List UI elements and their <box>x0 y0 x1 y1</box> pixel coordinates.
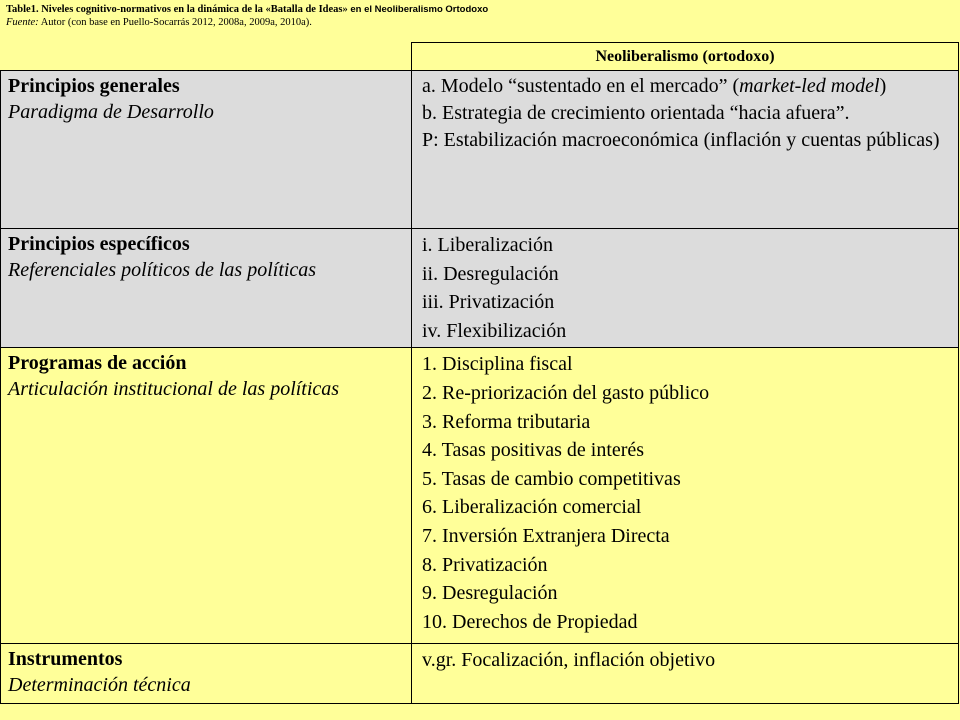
row-title: Principios específicos <box>8 233 190 255</box>
list-item: iv. Flexibilización <box>422 319 567 342</box>
table-row <box>1 644 959 704</box>
list-item: 7. Inversión Extranjera Directa <box>422 524 670 547</box>
caption-source <box>6 16 946 29</box>
list-item: 9. Desregulación <box>422 582 558 605</box>
list-item: 10. Derechos de Propiedad <box>422 610 638 633</box>
row-label-cell <box>1 71 412 229</box>
row-subtitle: Referenciales políticos de las políticas <box>8 259 317 281</box>
table-row <box>1 348 959 644</box>
list-item: P: Estabilización macroeconómica (inflación y cuentas públicas) <box>422 129 940 151</box>
caption-title-suffix: en el Neoliberalismo Ortodoxo <box>350 4 489 15</box>
caption-source-text: Autor (con base en Puello-Socarrás 2012, 2008a, 2009a, 2010a). <box>40 17 312 28</box>
table-row <box>1 71 959 229</box>
list-item: iii. Privatización <box>422 291 555 314</box>
list-item: 5. Tasas de cambio competitivas <box>422 467 681 490</box>
table-header-row <box>1 43 959 71</box>
list-item: i. Liberalización <box>422 234 554 256</box>
list-item: 4. Tasas positivas de interés <box>422 439 645 462</box>
table-header-empty-cell <box>1 43 412 71</box>
caption-title-main: Table1. Niveles cognitivo-normativos en la dinámica de la «Batalla de Ideas» <box>6 4 348 15</box>
row-label-cell <box>1 348 412 644</box>
list-item: 2. Re-priorización del gasto público <box>422 381 710 404</box>
row-content-cell <box>412 229 959 348</box>
row-title: Instrumentos <box>8 648 123 671</box>
row-subtitle: Determinación técnica <box>8 674 191 697</box>
list-item-italic: market-led model <box>739 75 880 97</box>
list-item: 8. Privatización <box>422 553 548 576</box>
caption-source-label: Fuente: <box>6 17 39 28</box>
column-header: Neoliberalismo (ortodoxo) <box>412 43 959 71</box>
caption-title <box>6 3 946 16</box>
row-label-cell <box>1 644 412 704</box>
row-subtitle: Articulación institucional de las políticas <box>8 378 340 401</box>
row-title: Principios generales <box>8 75 180 97</box>
list-item: 3. Reforma tributaria <box>422 410 591 433</box>
row-subtitle: Paradigma de Desarrollo <box>8 101 214 123</box>
row-content-cell <box>412 71 959 229</box>
list-item: a. Modelo “sustentado en el mercado” (market-led model) <box>422 75 887 97</box>
row-content-cell <box>412 644 959 704</box>
policy-levels-table <box>0 42 959 704</box>
table-row <box>1 229 959 348</box>
table-caption <box>6 3 946 29</box>
row-label-cell <box>1 229 412 348</box>
list-item: 1. Disciplina fiscal <box>422 353 573 376</box>
list-item: v.gr. Focalización, inflación objetivo <box>422 649 716 672</box>
row-title: Programas de acción <box>8 352 187 375</box>
list-item: ii. Desregulación <box>422 262 559 285</box>
row-content-cell <box>412 348 959 644</box>
list-item: 6. Liberalización comercial <box>422 496 642 519</box>
list-item: b. Estrategia de crecimiento orientada “hacia afuera”. <box>422 102 850 124</box>
